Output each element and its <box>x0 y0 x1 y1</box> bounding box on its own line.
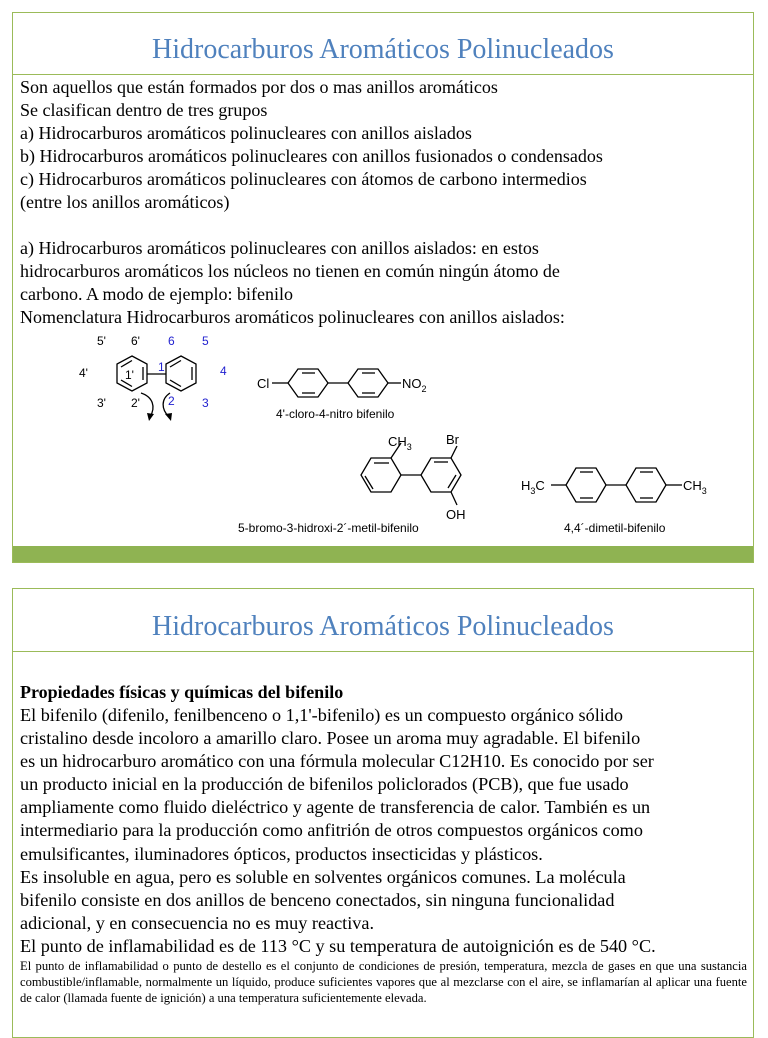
body-line: a) Hidrocarburos aromáticos polinucleares con anillos aislados <box>20 123 472 143</box>
body-line: El bifenilo (difenilo, fenilbenceno o 1,1'-bifenilo) es un compuesto orgánico sólido <box>20 705 623 725</box>
body-line: (entre los anillos aromáticos) <box>20 192 230 212</box>
position-label-blue: 4 <box>220 364 227 378</box>
methyl-left-label: $H_3C$ <box>521 478 545 496</box>
slide-2-body <box>20 704 747 958</box>
methyl-label: $CH_3$ <box>388 434 412 452</box>
arrow-2prime <box>141 393 153 417</box>
body-line: a) Hidrocarburos aromáticos polinucleares con anillos aislados: en estos <box>20 238 539 258</box>
title-divider <box>13 651 753 652</box>
position-label: 6' <box>131 334 140 348</box>
body-line: bifenilo consiste en dos anillos de benceno conectados, sin ninguna funcionalidad <box>20 889 615 910</box>
body-line: hidrocarburos aromáticos los núcleos no tienen en común ningún átomo de <box>20 261 560 281</box>
caption-dimethyl: 4,4´-dimetil-bifenilo <box>564 521 666 535</box>
position-label-blue: 2 <box>168 394 175 408</box>
body-line: adicional, y en consecuencia no es muy reactiva. <box>20 912 374 933</box>
chloro-nitro-biphenyl <box>272 369 401 397</box>
arrowhead <box>165 413 172 421</box>
body-line: ampliamente como fluido dieléctrico y agente de transferencia de calor. También es un <box>20 797 651 818</box>
section-heading: Propiedades físicas y químicas del bifenilo <box>20 682 344 702</box>
body-line: emulsificantes, iluminadores ópticos, productos insecticidas y plásticos. <box>20 843 543 864</box>
position-label-blue: 5 <box>202 334 209 348</box>
chemical-structures-figure <box>13 13 753 548</box>
position-label: 2' <box>131 396 140 410</box>
position-label: 5' <box>97 334 106 348</box>
body-line: carbono. A modo de ejemplo: bifenilo <box>20 284 293 304</box>
slide-1 <box>12 12 754 563</box>
position-label-blue: 3 <box>202 396 209 410</box>
arrowhead <box>147 413 154 421</box>
bromine-label: Br <box>446 432 459 447</box>
body-line: cristalino desde incoloro a amarillo claro. Posee un aroma muy agradable. El bifenilo <box>20 728 641 749</box>
bromo-hydroxy-methyl-biphenyl <box>361 443 461 505</box>
body-line: un producto inicial en la producción de bifenilos policlorados (PCB), que fue usado <box>20 774 629 795</box>
body-line: Se clasifican dentro de tres grupos <box>20 100 268 120</box>
body-line: Es insoluble en agua, pero es soluble en solventes orgánicos comunes. La molécula <box>20 866 626 887</box>
position-label-blue: 1 <box>158 360 165 374</box>
position-label-blue: 6 <box>168 334 175 348</box>
methyl-right-label: $CH_3$ <box>683 478 707 496</box>
biphenyl-right-ring <box>166 356 196 391</box>
body-line: c) Hidrocarburos aromáticos polinucleares con átomos de carbono intermedios <box>20 169 587 189</box>
body-line: Son aquellos que están formados por dos o mas anillos aromáticos <box>20 77 498 97</box>
body-line: intermediario para la producción como anfitrión de otros compuestos orgánicos como <box>20 820 643 841</box>
body-line: Nomenclatura Hidrocarburos aromáticos polinucleares con anillos aislados: <box>20 307 565 327</box>
position-label: 1' <box>125 368 134 382</box>
slide-2-title: Hidrocarburos Aromáticos Polinucleados <box>152 611 614 642</box>
dimethyl-biphenyl <box>551 468 682 502</box>
slide-1-title: Hidrocarburos Aromáticos Polinucleados <box>152 34 614 65</box>
footer-band <box>13 546 753 562</box>
body-line: El punto de inflamabilidad es de 113 °C y su temperatura de autoignición es de 540 °C. <box>20 935 656 956</box>
caption-chloro-nitro: 4'-cloro-4-nitro bifenilo <box>276 407 395 421</box>
body-line: b) Hidrocarburos aromáticos polinucleares con anillos fusionados o condensados <box>20 146 603 166</box>
body-line: es un hidrocarburo aromático con una fórmula molecular C12H10. Es conocido por ser <box>20 751 654 772</box>
chlorine-label: Cl <box>257 376 270 391</box>
position-label: 3' <box>97 396 106 410</box>
slide-2 <box>12 588 754 1038</box>
flash-point-definition: El punto de inflamabilidad o punto de destello es el conjunto de condiciones de presión, temperatura, mezcla de gases en que una sustancia combustible/inflamable, normalmente un líquido, produce suficientes vapores que al mezclarse con el aire, se inflamarían al aplicar una fuente de calor (llamada fuente de ignición) a una temperatura suficientemente elevada. <box>20 959 747 1005</box>
nitro-label: $NO_2$ <box>402 376 427 394</box>
position-label: 4' <box>79 366 88 380</box>
caption-bromo-hydroxy: 5-bromo-3-hidroxi-2´-metil-bifenilo <box>238 521 419 535</box>
hydroxyl-label: OH <box>446 507 466 522</box>
